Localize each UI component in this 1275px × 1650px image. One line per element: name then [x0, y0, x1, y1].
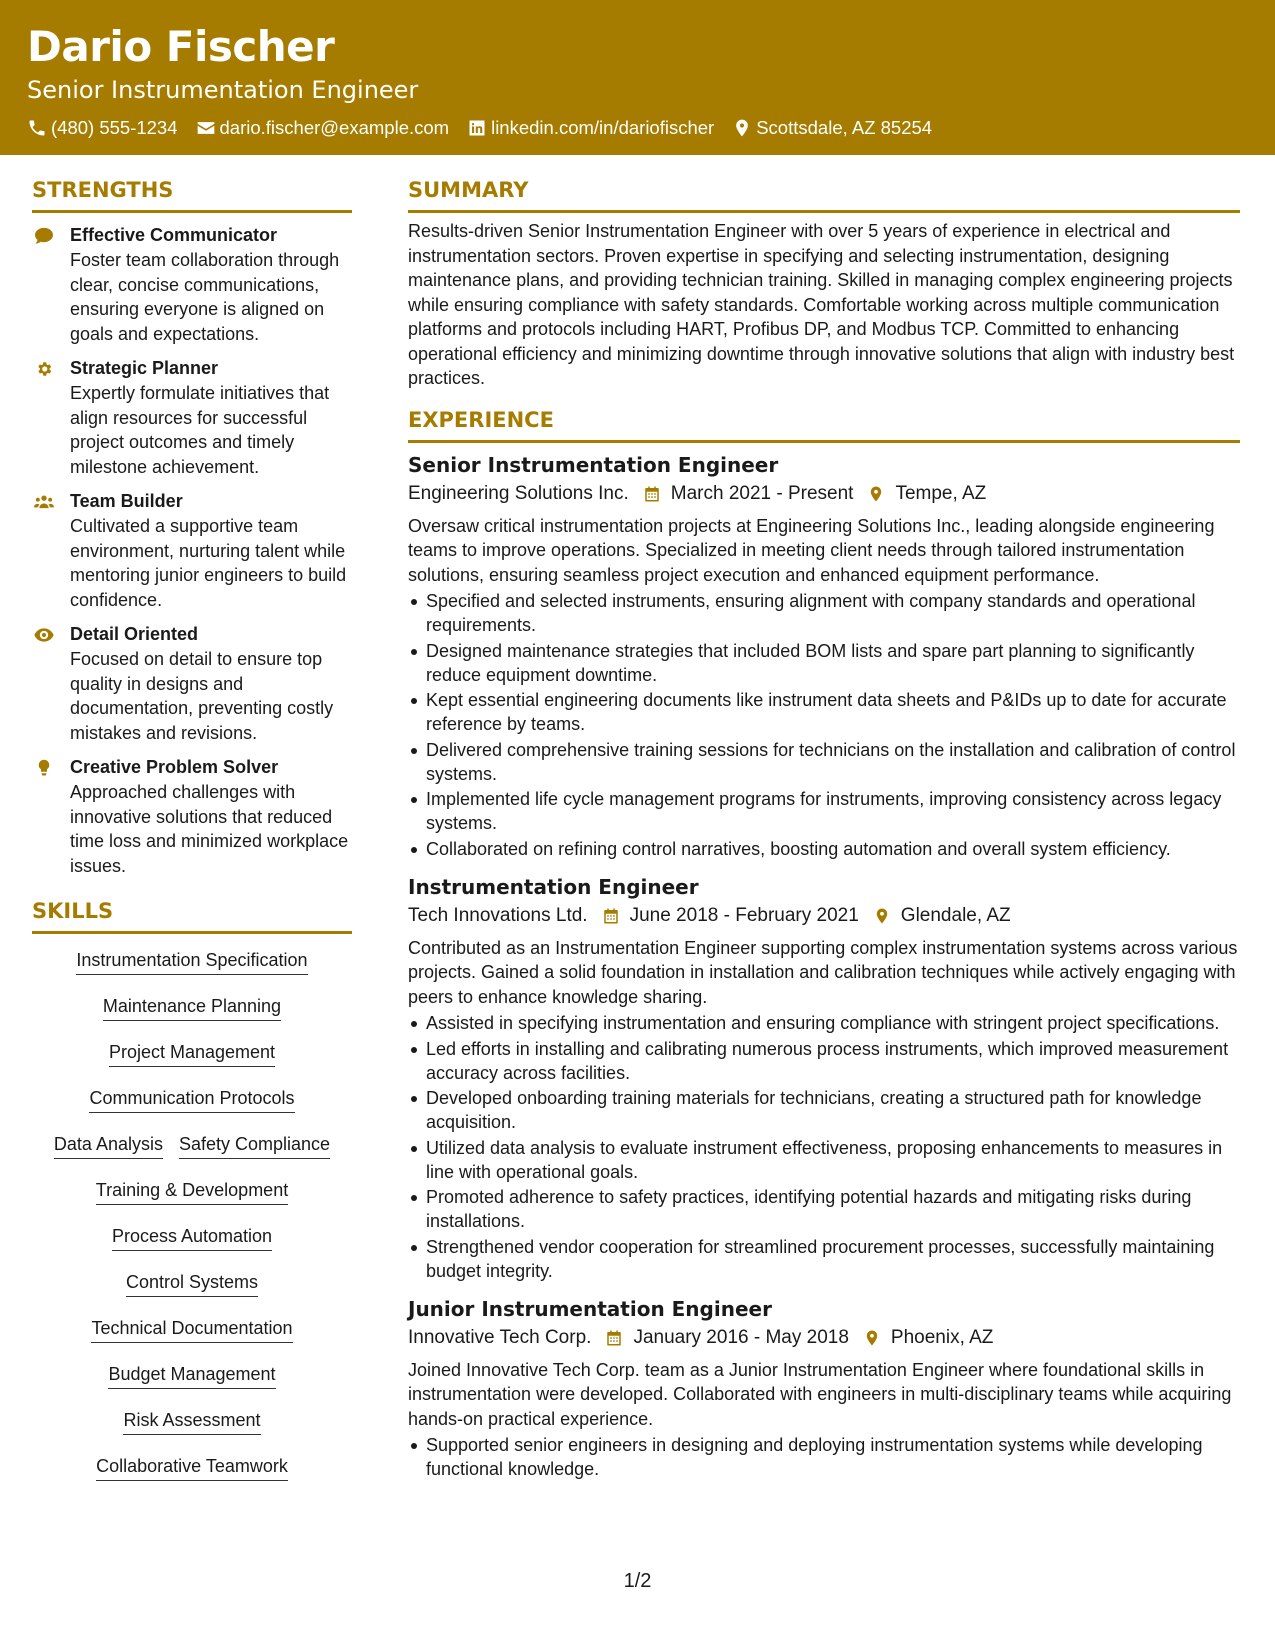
job-bullet: Implemented life cycle management programs for instruments, improving consistency across legacy systems.	[408, 787, 1240, 835]
resume-header	[0, 0, 1275, 155]
contact-linkedin[interactable]	[467, 116, 714, 140]
job-description: Oversaw critical instrumentation projects at Engineering Solutions Inc., leading alongside engineering teams to improve operations. Specialized in meeting client needs through tailored instrumentation solutions, ensuring seamless project execution and enhanced equipment performance.	[408, 515, 1215, 585]
job-entry	[408, 873, 1240, 1283]
map-pin-icon	[863, 1329, 881, 1347]
skill-tag: Risk Assessment	[123, 1408, 260, 1435]
envelope-icon	[196, 118, 216, 138]
job-company: Tech Innovations Ltd.	[408, 904, 588, 926]
skill-tag: Process Automation	[112, 1224, 272, 1251]
experience-heading: EXPERIENCE	[408, 405, 1240, 443]
strengths-heading: STRENGTHS	[32, 175, 352, 213]
job-description: Joined Innovative Tech Corp. team as a Junior Instrumentation Engineer where foundational skills in instrumentation were developed. Collaborated with engineers in multi-disciplinary teams while acquiring hands-on practical experience.	[408, 1359, 1232, 1429]
phone-text: (480) 555-1234	[51, 117, 178, 138]
skill-tag: Collaborative Teamwork	[96, 1454, 288, 1481]
summary-heading: SUMMARY	[408, 175, 1240, 213]
summary-text: Results-driven Senior Instrumentation Engineer with over 5 years of experience in electrical and instrumentation sectors. Proven expertise in specifying and selecting instrumentation, designing maintenance plans, and providing technician training. Skilled in managing complex engineering projects while ensuring compliance with safety standards. Comfortable working across multiple communication platforms and protocols including HART, Profibus DP, and Modbus TCP. Committed to enhancing operational efficiency and minimizing downtime through innovative solutions that align with industry best practices.	[408, 221, 1235, 388]
job-dates: January 2016 - May 2018	[633, 1326, 849, 1348]
job-entry	[408, 451, 1240, 861]
map-pin-icon	[732, 118, 752, 138]
job-title: Senior Instrumentation Engineer	[408, 452, 779, 477]
candidate-name: Dario Fischer	[27, 22, 335, 71]
candidate-title: Senior Instrumentation Engineer	[27, 76, 419, 104]
calendar-icon	[643, 485, 661, 503]
skill-tag: Training & Development	[96, 1178, 288, 1205]
job-title: Instrumentation Engineer	[408, 874, 699, 899]
page-number: 1/2	[623, 1570, 652, 1592]
strengths-section	[32, 175, 352, 878]
job-location: Phoenix, AZ	[890, 1326, 994, 1348]
job-bullet: Designed maintenance strategies that included BOM lists and spare part planning to significantly reduce equipment downtime.	[408, 639, 1240, 687]
linkedin-text[interactable]: linkedin.com/in/dariofischer	[491, 117, 715, 138]
lightbulb-icon	[34, 759, 54, 777]
map-pin-icon	[873, 907, 891, 925]
job-bullets	[408, 1433, 1240, 1481]
strength-desc: Expertly formulate initiatives that align resources for successful project outcomes and timely milestone achievement.	[70, 383, 330, 477]
strength-title: Effective Communicator	[70, 225, 278, 245]
skill-tag: Budget Management	[108, 1362, 275, 1389]
job-description: Contributed as an Instrumentation Engineer supporting complex instrumentation systems across various projects. Gained a solid foundation in installation and calibration techniques while actively engaging with peers to enhance knowledge sharing.	[408, 937, 1238, 1007]
job-bullet: Delivered comprehensive training sessions for technicians on the installation and calibration of control systems.	[408, 738, 1240, 786]
strength-title: Strategic Planner	[70, 358, 219, 378]
speech-bubble-icon	[34, 227, 54, 245]
skill-tag: Control Systems	[126, 1270, 258, 1297]
right-column	[408, 175, 1240, 1483]
job-bullet: Promoted adherence to safety practices, identifying potential hazards and mitigating risks during installations.	[408, 1185, 1240, 1233]
strength-desc: Approached challenges with innovative solutions that reduced time loss and minimized workplace issues.	[70, 782, 349, 876]
job-bullet: Specified and selected instruments, ensuring alignment with company standards and operational requirements.	[408, 589, 1240, 637]
skill-tag: Technical Documentation	[91, 1316, 292, 1343]
contact-location	[732, 116, 932, 140]
skill-tag: Maintenance Planning	[103, 994, 281, 1021]
calendar-icon	[605, 1329, 623, 1347]
job-location: Glendale, AZ	[900, 904, 1011, 926]
skill-tag: Instrumentation Specification	[76, 948, 307, 975]
contact-phone	[27, 116, 178, 140]
contact-bar	[27, 116, 1248, 140]
job-bullet: Developed onboarding training materials for technicians, creating a structured path for knowledge acquisition.	[408, 1086, 1240, 1134]
email-text[interactable]: dario.fischer@example.com	[219, 117, 450, 138]
skill-tag: Communication Protocols	[89, 1086, 294, 1113]
strengths-list	[32, 223, 352, 878]
strength-item	[32, 622, 352, 745]
job-dates: June 2018 - February 2021	[629, 904, 859, 926]
skill-tag: Data Analysis	[54, 1132, 163, 1159]
skill-tag: Safety Compliance	[179, 1132, 330, 1159]
contact-email[interactable]	[196, 116, 450, 140]
job-bullet: Supported senior engineers in designing and deploying instrumentation systems while developing functional knowledge.	[408, 1433, 1240, 1481]
job-bullet: Utilized data analysis to evaluate instrument effectiveness, proposing enhancements to measures in line with operational goals.	[408, 1136, 1240, 1184]
skills-list	[32, 948, 352, 1500]
strength-item	[32, 755, 352, 878]
location-text: Scottsdale, AZ 85254	[756, 117, 933, 138]
strength-title: Team Builder	[70, 491, 183, 511]
left-column	[32, 175, 352, 1500]
job-dates: March 2021 - Present	[670, 482, 854, 504]
job-bullet: Kept essential engineering documents like instrument data sheets and P&IDs up to date for accurate reference by teams.	[408, 688, 1240, 736]
job-bullets	[408, 1011, 1240, 1283]
job-meta	[408, 480, 1240, 508]
job-entry	[408, 1295, 1240, 1482]
job-meta	[408, 902, 1240, 930]
job-title: Junior Instrumentation Engineer	[408, 1296, 772, 1321]
job-bullet: Strengthened vendor cooperation for streamlined procurement processes, successfully maintaining budget integrity.	[408, 1235, 1240, 1283]
map-pin-icon	[867, 485, 885, 503]
skill-tag: Project Management	[109, 1040, 275, 1067]
job-bullets	[408, 589, 1240, 861]
users-icon	[34, 493, 54, 511]
job-bullet: Led efforts in installing and calibrating numerous process instruments, which improved measurement accuracy across facilities.	[408, 1037, 1240, 1085]
summary-section	[408, 175, 1240, 391]
skills-section	[32, 896, 352, 1500]
linkedin-icon	[467, 118, 487, 138]
strength-desc: Focused on detail to ensure top quality in designs and documentation, preventing costly mistakes and revisions.	[70, 649, 334, 743]
strength-item	[32, 223, 352, 346]
strength-item	[32, 356, 352, 479]
strength-desc: Cultivated a supportive team environment, nurturing talent while mentoring junior engineers to build confidence.	[70, 516, 347, 610]
job-company: Innovative Tech Corp.	[408, 1326, 592, 1348]
calendar-icon	[602, 907, 620, 925]
job-location: Tempe, AZ	[895, 482, 987, 504]
gear-icon	[34, 360, 54, 378]
strength-title: Detail Oriented	[70, 624, 199, 644]
strength-title: Creative Problem Solver	[70, 757, 279, 777]
phone-icon	[27, 118, 47, 138]
skills-heading: SKILLS	[32, 896, 352, 934]
eye-icon	[34, 626, 54, 644]
job-bullet: Assisted in specifying instrumentation and ensuring compliance with stringent project specifications.	[408, 1011, 1240, 1035]
strength-item	[32, 489, 352, 612]
job-meta	[408, 1324, 1240, 1352]
job-bullet: Collaborated on refining control narratives, boosting automation and overall system efficiency.	[408, 837, 1240, 861]
job-company: Engineering Solutions Inc.	[408, 482, 629, 504]
strength-desc: Foster team collaboration through clear, concise communications, ensuring everyone is aligned on goals and expectations.	[70, 250, 340, 344]
experience-section	[408, 405, 1240, 1482]
